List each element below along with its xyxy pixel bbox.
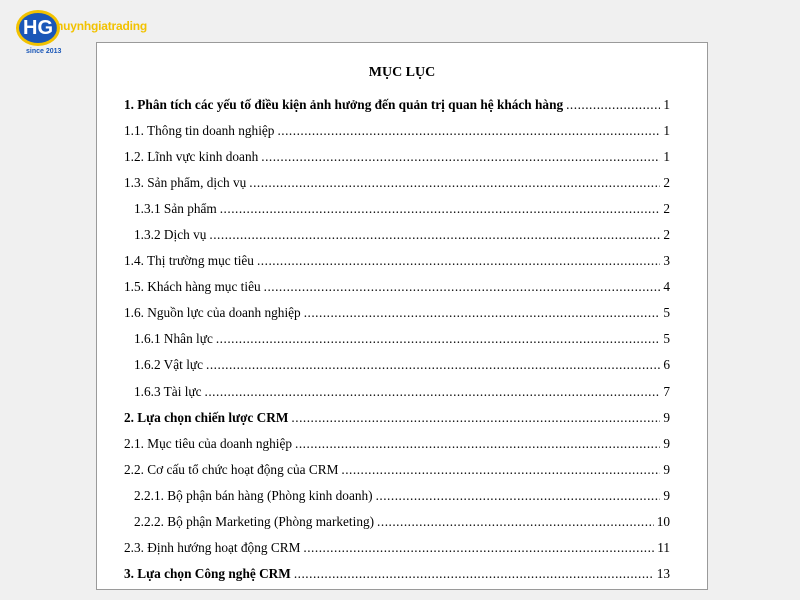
- toc-dot-leader: [376, 483, 661, 509]
- document-page: [96, 42, 708, 590]
- toc-dot-leader: [205, 379, 661, 405]
- toc-dot-leader: [261, 144, 660, 170]
- toc-entry[interactable]: [124, 352, 670, 378]
- toc-entry[interactable]: [124, 92, 670, 118]
- logo-brand-text: huynhgiatrading: [56, 19, 147, 33]
- toc-dot-leader: [295, 431, 660, 457]
- toc-entry[interactable]: [124, 118, 670, 144]
- toc-entry[interactable]: [124, 300, 670, 326]
- toc-dot-leader: [264, 274, 661, 300]
- toc-entry[interactable]: [124, 222, 670, 248]
- toc-dot-leader: [249, 170, 660, 196]
- toc-entry[interactable]: [124, 379, 670, 405]
- logo-mark: HG: [16, 10, 60, 46]
- toc-page-number: 13: [656, 565, 670, 581]
- toc-page-number: 1: [663, 97, 670, 112]
- toc-entry-label: 2.2. Cơ cấu tổ chức hoạt động của CRM: [124, 461, 339, 477]
- toc-entry[interactable]: [124, 326, 670, 352]
- toc-entry-label: 1.4. Thị trường mục tiêu: [124, 253, 254, 269]
- toc-dot-leader: [303, 535, 654, 561]
- toc-page-number: 6: [663, 357, 670, 373]
- toc-page-number: 2: [663, 175, 670, 191]
- toc-dot-leader: [294, 561, 654, 587]
- toc-entry-label: 1.1. Thông tin doanh nghiệp: [124, 123, 275, 139]
- toc-page-number: 9: [663, 435, 670, 451]
- toc-page-number: 1: [663, 123, 670, 139]
- toc-entry[interactable]: [124, 535, 670, 561]
- toc-page-number: 9: [663, 461, 670, 477]
- toc-entry-label: 1.6.2 Vật lực: [134, 357, 204, 373]
- toc-entry[interactable]: [124, 457, 670, 483]
- toc-entry-label: 1.2. Lĩnh vực kinh doanh: [124, 149, 259, 165]
- toc-entry[interactable]: [124, 509, 670, 535]
- toc-entry-label: 1.5. Khách hàng mục tiêu: [124, 279, 261, 295]
- toc-dot-leader: [377, 509, 654, 535]
- toc-dot-leader: [341, 457, 660, 483]
- toc-entry-label: 1.3. Sản phẩm, dịch vụ: [124, 175, 247, 191]
- toc-entry[interactable]: [124, 483, 670, 509]
- toc-entry-label: 2.3. Định hướng hoạt động CRM: [124, 539, 301, 555]
- toc-entry[interactable]: [124, 405, 670, 431]
- toc-dot-leader: [304, 300, 661, 326]
- toc-page-number: 11: [657, 539, 670, 555]
- toc-page-number: 5: [663, 331, 670, 347]
- toc-dot-leader: [277, 118, 660, 144]
- toc-page-number: 9: [663, 487, 670, 503]
- toc-entry-label: 2.2.2. Bộ phận Marketing (Phòng marketing): [134, 513, 375, 529]
- toc-dot-leader: [220, 196, 661, 222]
- toc-page-number: 5: [663, 305, 670, 321]
- toc-entry-label: 1.6.3 Tài lực: [134, 383, 202, 399]
- logo-since-text: since 2013: [26, 48, 62, 55]
- toc-entry[interactable]: [124, 274, 670, 300]
- toc-dot-leader: [206, 352, 660, 378]
- toc-entry-label: 1.6. Nguồn lực của doanh nghiệp: [124, 305, 301, 321]
- toc-entry-label: 2. Lựa chọn chiến lược CRM: [124, 409, 289, 425]
- toc-page-number: 7: [663, 383, 670, 399]
- toc-page-number: 2: [663, 227, 670, 243]
- toc-entry-label: 1.6.1 Nhân lực: [134, 331, 213, 347]
- toc-dot-leader: [209, 222, 660, 248]
- toc-title: MỤC LỤC: [368, 65, 436, 80]
- toc-dot-leader: [257, 248, 660, 274]
- toc-page-number: 10: [656, 513, 670, 529]
- toc-page-number: 4: [663, 279, 670, 295]
- toc-entry-label: 2.1. Mục tiêu của doanh nghiệp: [124, 435, 293, 451]
- toc-entry[interactable]: [124, 561, 670, 587]
- toc-dot-leader: [291, 405, 660, 431]
- toc-entry[interactable]: [124, 248, 670, 274]
- toc-dot-leader: [216, 326, 660, 352]
- toc-entry[interactable]: [124, 170, 670, 196]
- toc-entry-label: 3. Lựa chọn Công nghệ CRM: [124, 565, 291, 581]
- table-of-contents: [124, 92, 670, 587]
- toc-entry-label: 1.3.1 Sản phẩm: [134, 201, 217, 217]
- toc-page-number: 1: [663, 149, 670, 165]
- toc-page-number: 3: [663, 253, 670, 269]
- toc-page-number: 2: [663, 201, 670, 217]
- toc-entry[interactable]: [124, 196, 670, 222]
- toc-entry-label: 1. Phân tích các yếu tố điều kiện ảnh hưởng đến quản trị quan hệ khách hàng: [124, 97, 564, 112]
- toc-page-number: 9: [663, 409, 670, 425]
- toc-dot-leader: [566, 92, 660, 118]
- toc-entry[interactable]: [124, 431, 670, 457]
- toc-entry-label: 2.2.1. Bộ phận bán hàng (Phòng kinh doanh): [134, 487, 373, 503]
- toc-entry-label: 1.3.2 Dịch vụ: [134, 227, 207, 243]
- toc-entry[interactable]: [124, 144, 670, 170]
